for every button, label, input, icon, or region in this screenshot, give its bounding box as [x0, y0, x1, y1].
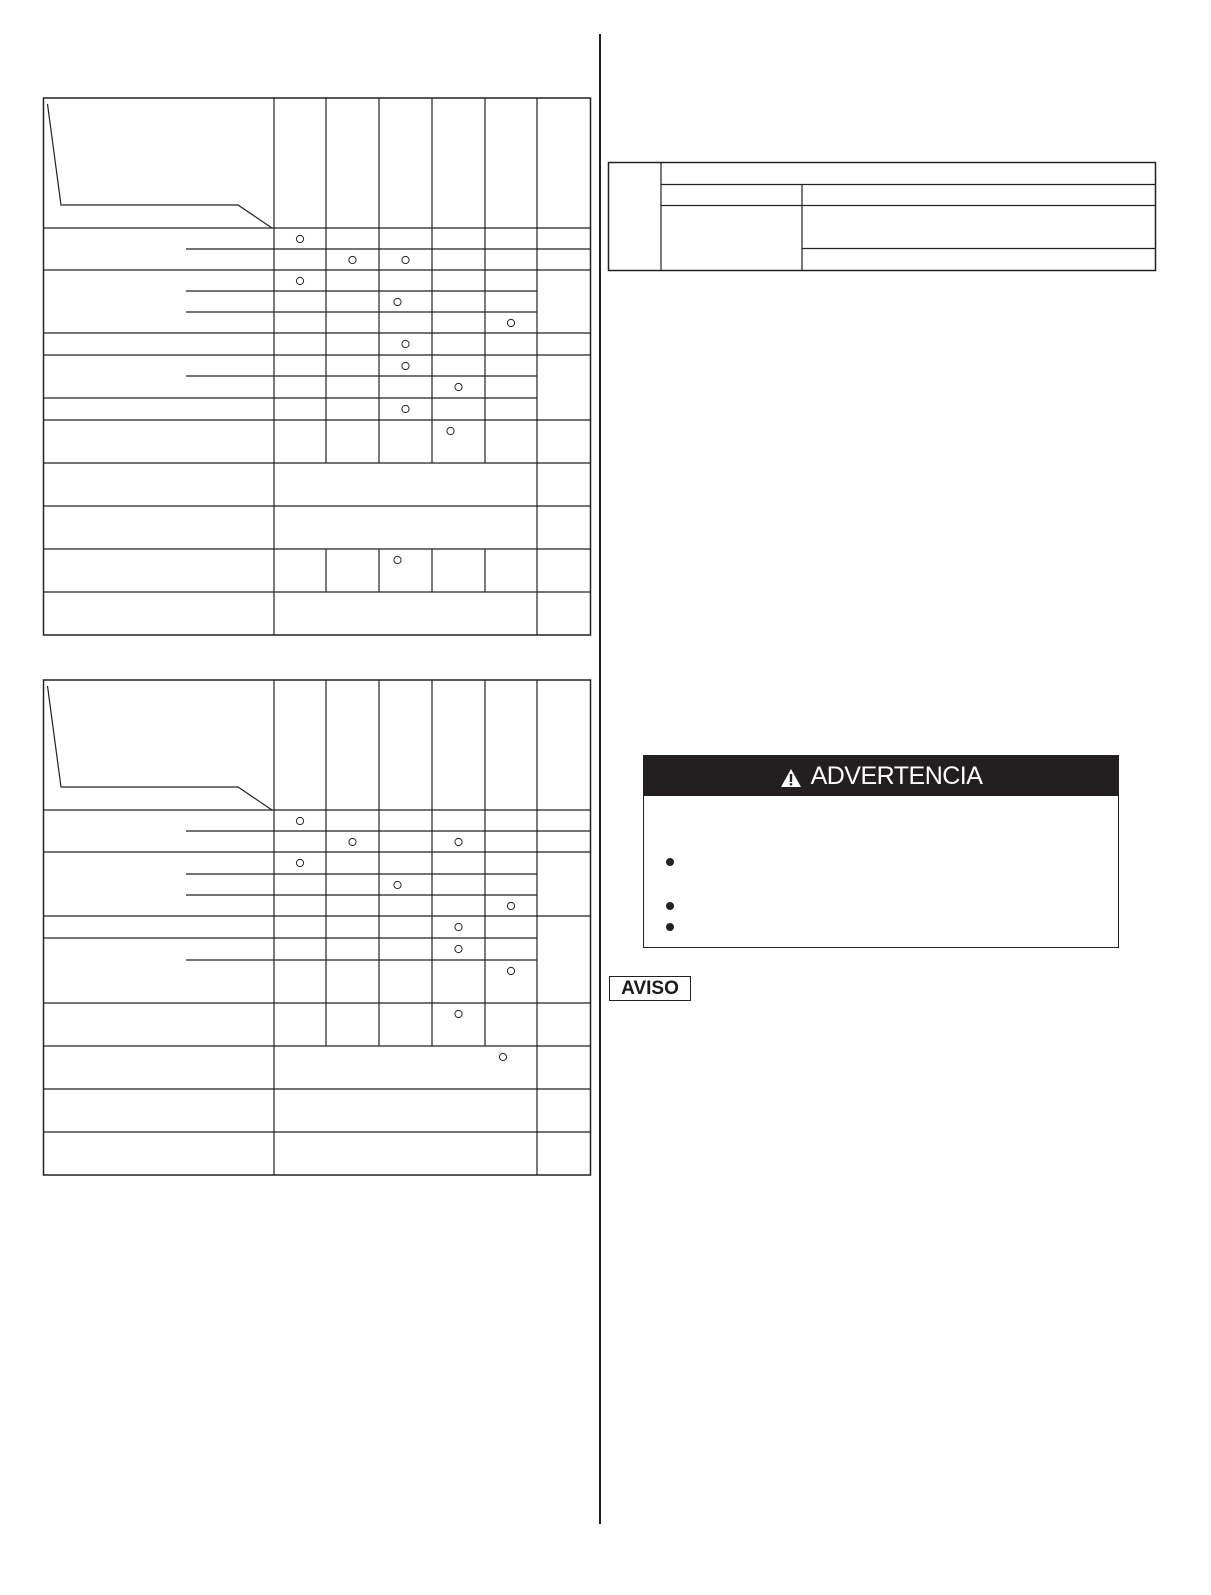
warning-header: [644, 756, 1118, 796]
bullet-1: [666, 858, 674, 866]
schedule-mark: [394, 881, 401, 888]
warning-box: [643, 755, 1119, 948]
schedule-mark: [455, 923, 462, 930]
schedule-mark: [296, 859, 303, 866]
schedule-mark: [349, 838, 356, 845]
schedule-mark: [455, 945, 462, 952]
schedule-mark: [455, 838, 462, 845]
warning-title: ADVERTENCIA: [810, 761, 983, 790]
schedule-mark: [499, 1053, 506, 1060]
spec-table: [600, 150, 1170, 280]
schedule-mark: [296, 817, 303, 824]
schedule-mark: [455, 1010, 462, 1017]
notice-label: AVISO: [609, 976, 691, 1001]
bullet-3: [666, 923, 674, 931]
schedule-mark: [507, 967, 514, 974]
header-diagonal: [48, 686, 273, 810]
bullet-2: [666, 902, 674, 910]
table-border: [44, 680, 591, 1175]
warning-triangle-icon: [780, 766, 802, 786]
schedule-mark: [507, 902, 514, 909]
maintenance-schedule-table-2: [0, 0, 600, 1220]
